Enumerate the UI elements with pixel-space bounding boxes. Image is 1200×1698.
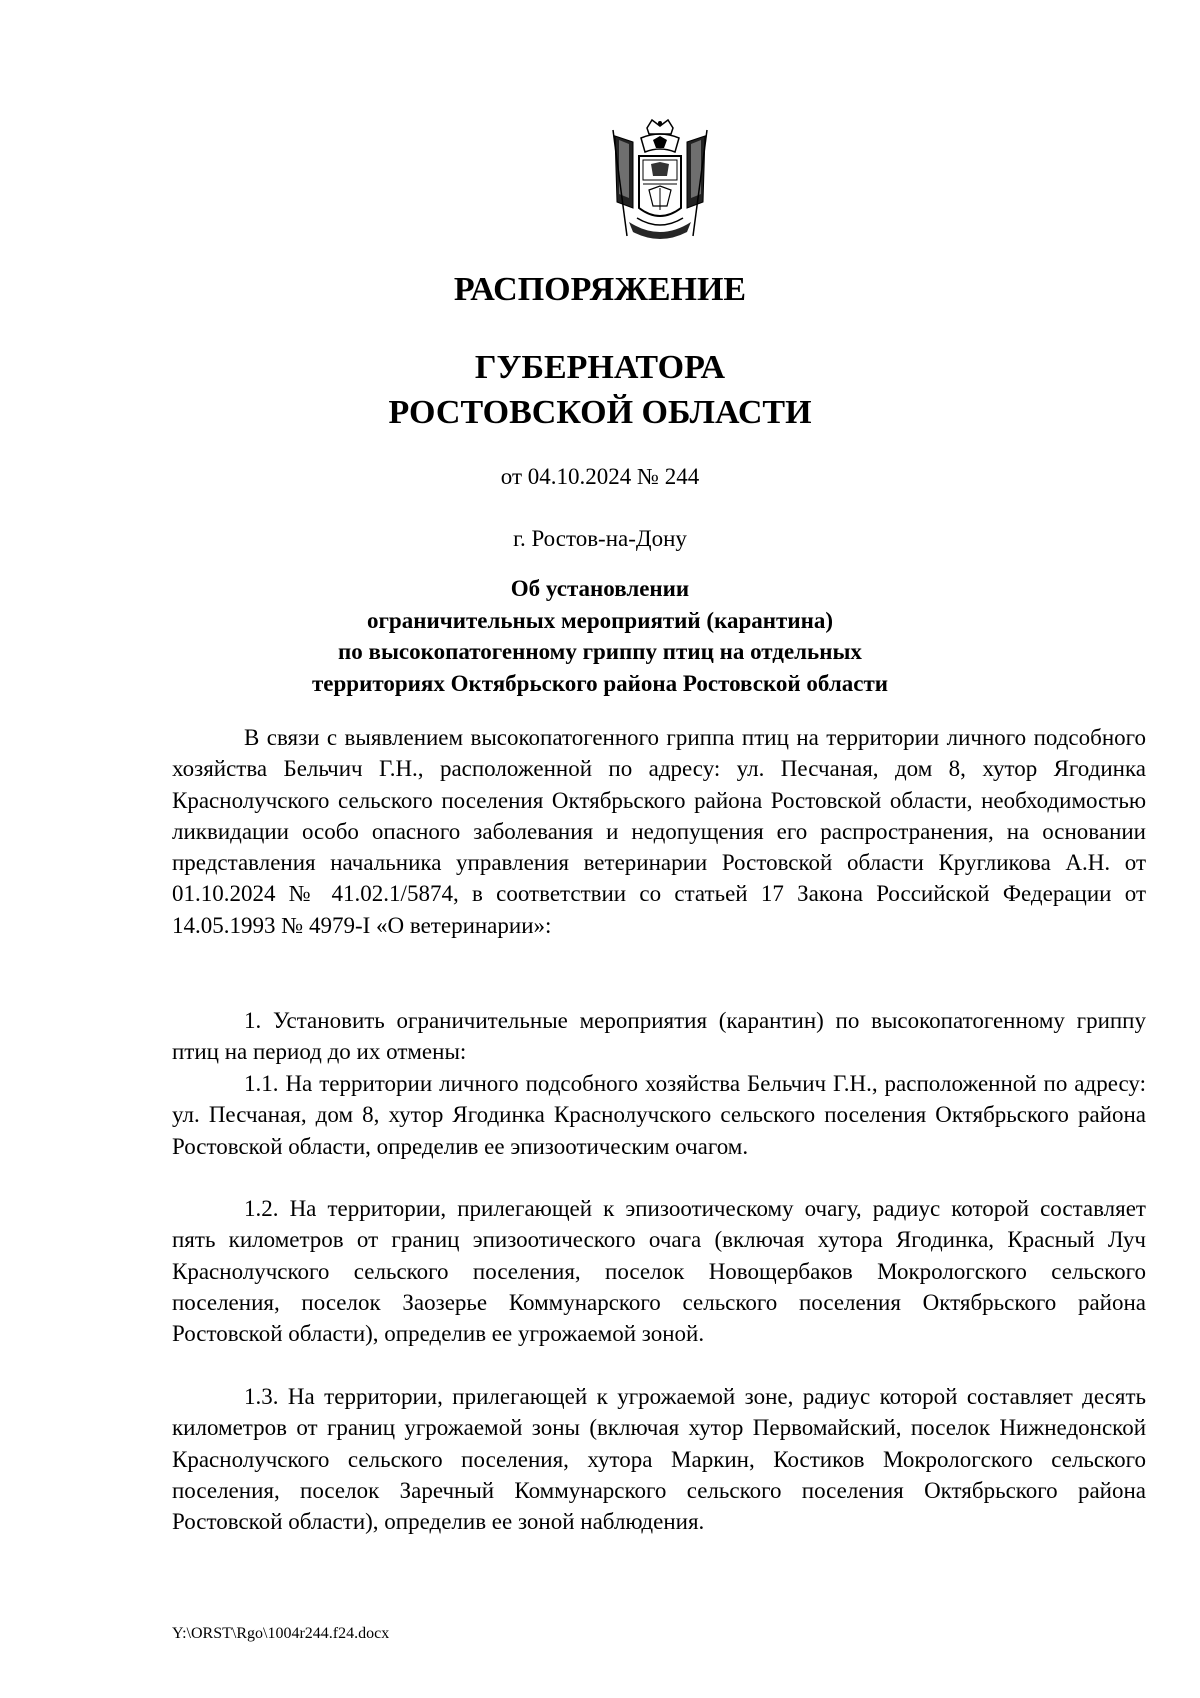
document-date-number: от 04.10.2024 № 244	[500, 464, 700, 489]
coat-of-arms-emblem	[607, 118, 713, 246]
issuing-city: г. Ростов-на-Дону	[513, 526, 687, 551]
item-1-3-paragraph: 1.3. На территории, прилегающей к угрожаемой зоне, радиус которой составляет десять километров от границ угрожаемой зоны (включая хутор Первомайский, поселок Нижнедонской Краснолучского сельского поселения, хутора Маркин, Костиков Мокрологского сельского поселения, поселок Заречный Коммунарского сельского поселения Октябрьского района Ростовской области), определив ее зоной наблюдения.	[172, 1384, 1146, 1535]
document-type-title: РАСПОРЯЖЕНИЕ	[453, 271, 747, 308]
subject-line3: по высокопатогенному гриппу птиц на отдельных	[338, 639, 862, 664]
item-1-block	[172, 1005, 1146, 1068]
item-1-1-block	[172, 1068, 1146, 1162]
footer-file-path: Y:\ORST\Rgo\1004r244.f24.docx	[172, 1625, 390, 1642]
document-subject	[0, 573, 1200, 699]
issuer-title-line2: РОСТОВСКОЙ ОБЛАСТИ	[388, 394, 812, 431]
preamble-block	[172, 722, 1146, 941]
item-1-paragraph: 1. Установить ограничительные мероприятия (карантин) по высокопатогенному гриппу птиц на период до их отмены:	[172, 1008, 1146, 1065]
preamble-paragraph: В связи с выявлением высокопатогенного гриппа птиц на территории личного подсобного хозяйства Бельчич Г.Н., расположенной по адресу: ул. Песчаная, дом 8, хутор Ягодинка Краснолучского сельского поселения Октябрьского района Ростовской области, необходимостью ликвидации особо опасного заболевания и недопущения его распространения, на основании представления начальника управления ветеринарии Ростовской области Кругликова А.Н. от 01.10.2024 № 41.02.1/5874, в соответствии со статьей 17 Закона Российской Федерации от 14.05.1993 № 4979-I «О ветеринарии»:	[172, 725, 1146, 938]
item-1-3-block	[172, 1381, 1146, 1537]
subject-line1: Об установлении	[510, 576, 690, 601]
subject-line2: ограничительных мероприятий (карантина)	[366, 607, 834, 633]
issuer-title-line1: ГУБЕРНАТОРА	[474, 349, 726, 386]
issuer-title	[0, 345, 1200, 435]
item-1-1-paragraph: 1.1. На территории личного подсобного хозяйства Бельчич Г.Н., расположенной по адресу: ул. Песчаная, дом 8, хутор Ягодинка Краснолучского сельского поселения Октябрьского района Ростовской области, определив ее эпизоотическим очагом.	[172, 1071, 1146, 1159]
item-1-2-paragraph: 1.2. На территории, прилегающей к эпизоотическому очагу, радиус которой составляет пять километров от границ эпизоотического очага (включая хутора Ягодинка, Красный Луч Краснолучского сельского поселения, поселок Новощербаков Мокрологского сельского поселения, поселок Заозерье Коммунарского сельского поселения Октябрьского района Ростовской области), определив ее угрожаемой зоной.	[172, 1196, 1146, 1347]
item-1-2-block	[172, 1193, 1146, 1349]
subject-line4: территориях Октябрьского района Ростовской области	[312, 670, 888, 696]
